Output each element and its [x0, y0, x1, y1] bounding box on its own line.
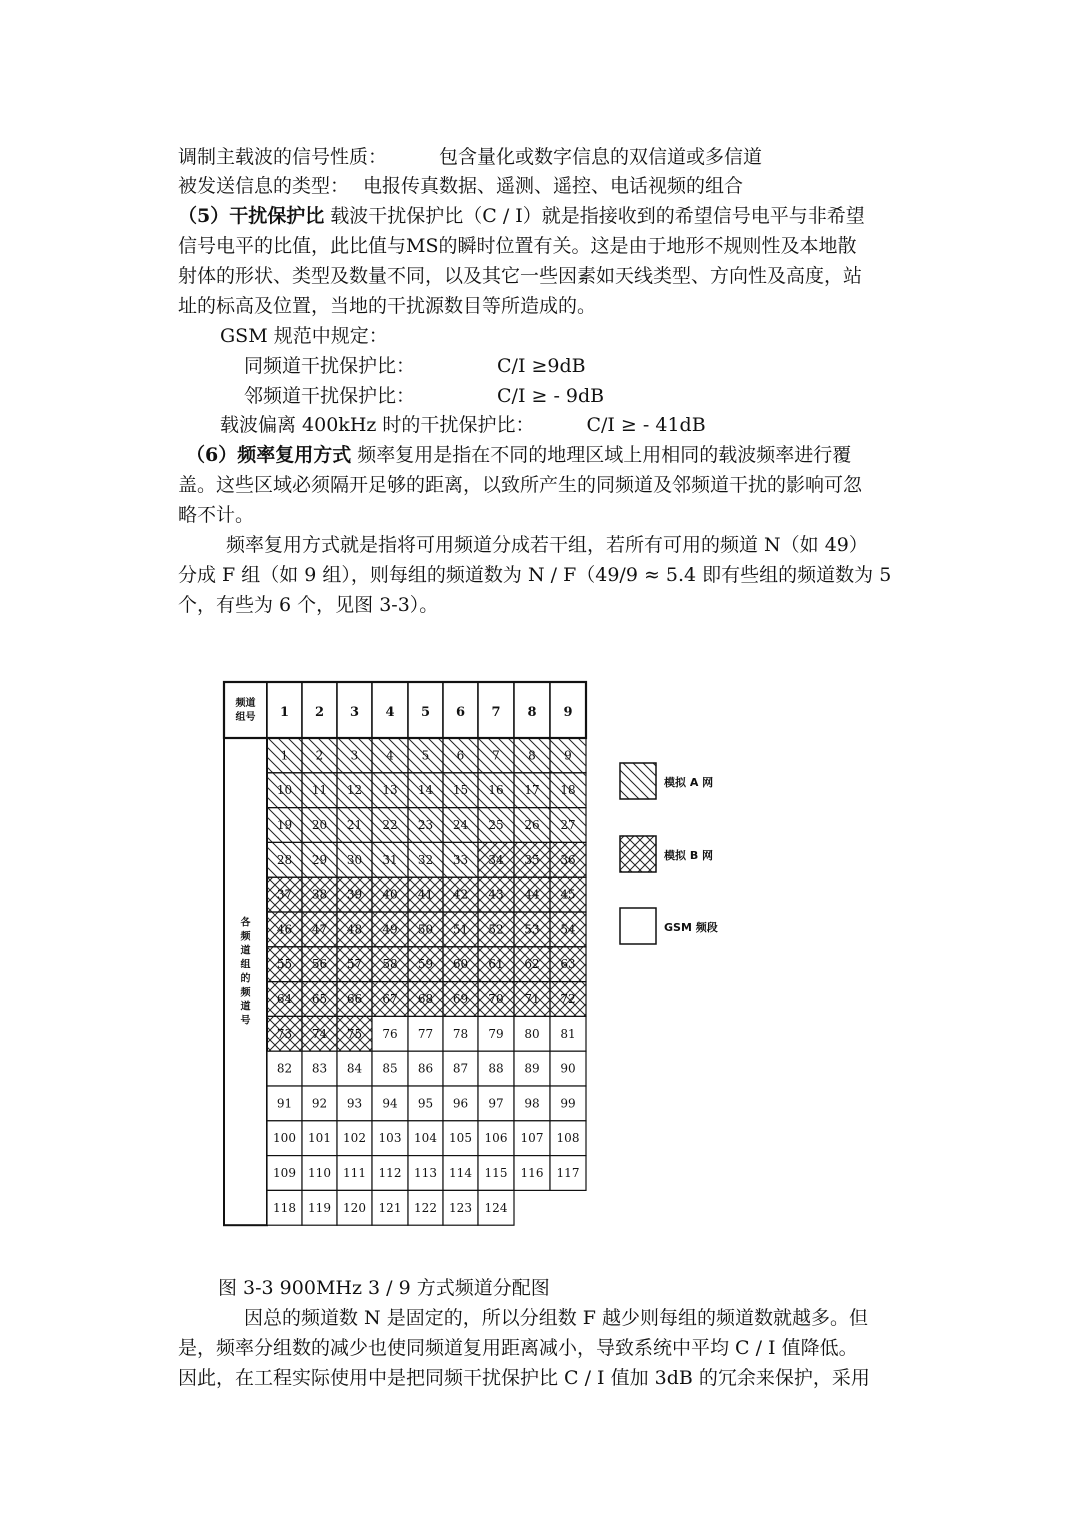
group-number: 4: [385, 705, 395, 720]
channel-number: 55: [276, 957, 293, 972]
channel-number: 103: [378, 1131, 402, 1146]
channel-number: 53: [524, 922, 540, 937]
side-label-char: 频: [240, 931, 251, 943]
channel-number: 29: [311, 852, 328, 867]
channel-number: 50: [417, 922, 434, 937]
legend-swatch: [620, 763, 656, 799]
channel-number: 76: [382, 1026, 398, 1041]
channel-number: 119: [308, 1200, 331, 1215]
section-heading: （5）干扰保护比: [178, 205, 325, 227]
channel-number: 114: [449, 1166, 472, 1180]
channel-number: 105: [449, 1131, 472, 1146]
channel-number: 12: [346, 783, 363, 798]
channel-number: 91: [276, 1096, 293, 1111]
text-line: （5）干扰保护比 载波干扰保护比（C / I）就是指接收到的希望信号电平与非希望: [178, 205, 865, 227]
channel-number: 95: [417, 1096, 434, 1111]
group-number: 9: [563, 705, 573, 720]
channel-number: 84: [346, 1061, 363, 1076]
channel-number: 101: [308, 1131, 331, 1146]
channel-number: 21: [346, 818, 363, 832]
text-line: 因总的频道数 N 是固定的，所以分组数 F 越少则每组的频道数就越多。但: [244, 1307, 868, 1329]
channel-number: 24: [452, 818, 469, 832]
channel-number: 64: [276, 992, 293, 1006]
channel-number: 26: [524, 818, 540, 832]
text-line: 址的标高及位置，当地的干扰源数目等所造成的。: [178, 295, 597, 317]
channel-number: 35: [524, 852, 540, 867]
channel-number: 8: [528, 748, 536, 763]
channel-number: 78: [452, 1026, 469, 1041]
side-label-char: 道: [240, 1001, 251, 1013]
channel-number: 85: [382, 1061, 398, 1076]
channel-number: 69: [452, 992, 469, 1006]
channel-number: 90: [560, 1061, 576, 1076]
channel-number: 1: [280, 748, 289, 763]
channel-number: 106: [484, 1131, 508, 1146]
text-line: 盖。这些区域必须隔开足够的距离，以致所产生的同频道及邻频道干扰的影响可忽: [178, 474, 863, 496]
channel-number: 104: [414, 1131, 437, 1146]
channel-number: 102: [343, 1131, 366, 1146]
text-line: 信号电平的比值，此比值与MS的瞬时位置有关。这是由于地形不规则性及本地散: [178, 235, 857, 257]
channel-number: 71: [524, 992, 540, 1006]
channel-number: 65: [311, 992, 328, 1006]
text-line: 分成 F 组（如 9 组），则每组的频道数为 N / F（49/9 ≈ 5.4 即有些组的频道数为 5: [178, 564, 892, 586]
side-label-char: 频: [240, 987, 251, 999]
channel-number: 49: [382, 922, 398, 937]
channel-number: 33: [452, 852, 469, 867]
channel-number: 31: [382, 852, 398, 867]
channel-number: 48: [346, 922, 363, 937]
channel-number: 28: [276, 852, 293, 867]
channel-number: 47: [311, 922, 328, 937]
section-heading: （6）频率复用方式: [186, 444, 352, 466]
text-line: 频率复用方式就是指将可用频道分成若干组，若所有可用的频道 N（如 49）: [226, 534, 868, 556]
group-number: 2: [314, 705, 325, 720]
channel-number: 52: [488, 922, 504, 937]
channel-number: 30: [346, 852, 363, 867]
channel-number: 61: [488, 957, 504, 972]
channel-number: 39: [346, 887, 363, 902]
channel-number: 87: [452, 1061, 469, 1076]
channel-number: 89: [524, 1061, 540, 1076]
channel-number: 123: [449, 1200, 472, 1215]
channel-number: 10: [276, 783, 293, 798]
channel-number: 23: [417, 818, 434, 832]
channel-number: 4: [386, 748, 394, 763]
text-line: 个，有些为 6 个，见图 3-3）。: [178, 594, 439, 616]
group-number: 7: [491, 705, 501, 720]
channel-number: 44: [524, 887, 540, 902]
channel-number: 36: [560, 852, 576, 867]
channel-number: 57: [346, 957, 363, 972]
channel-number: 70: [488, 992, 504, 1006]
channel-number: 108: [556, 1131, 580, 1146]
channel-number: 79: [488, 1026, 504, 1041]
channel-number: 92: [311, 1096, 328, 1111]
channel-number: 82: [276, 1061, 293, 1076]
channel-number: 111: [343, 1166, 366, 1180]
channel-number: 67: [382, 992, 398, 1006]
group-number: 3: [349, 705, 360, 720]
channel-number: 16: [488, 783, 504, 798]
channel-number: 22: [382, 818, 398, 832]
legend-swatch: [620, 836, 656, 872]
channel-number: 100: [273, 1131, 296, 1146]
figure-caption: 图 3-3 900MHz 3 / 9 方式频道分配图: [218, 1277, 550, 1299]
channel-number: 112: [378, 1166, 402, 1180]
channel-number: 74: [311, 1026, 328, 1041]
side-label-char: 号: [240, 1015, 251, 1027]
header-label-text: 频道: [235, 698, 256, 709]
channel-number: 40: [382, 887, 398, 902]
channel-number: 56: [311, 957, 328, 972]
channel-number: 6: [456, 748, 465, 763]
group-number: 5: [420, 705, 431, 720]
channel-number: 34: [488, 852, 504, 867]
channel-number: 45: [560, 887, 576, 902]
text-line: 射体的形状、类型及数量不同，以及其它一些因素如天线类型、方向性及高度，站: [178, 265, 863, 287]
side-label-char: 道: [240, 945, 251, 957]
channel-number: 11: [311, 783, 328, 798]
channel-number: 63: [560, 957, 576, 972]
channel-number: 96: [452, 1096, 469, 1111]
channel-number: 68: [417, 992, 434, 1006]
channel-number: 9: [564, 748, 572, 763]
channel-number: 59: [417, 957, 434, 972]
channel-number: 110: [308, 1166, 331, 1180]
channel-number: 60: [452, 957, 469, 972]
channel-number: 51: [452, 922, 469, 937]
side-label-char: 的: [240, 973, 251, 985]
group-number: 6: [455, 705, 466, 720]
text-line: GSM 规范中规定：: [220, 325, 388, 347]
channel-number: 43: [488, 887, 504, 902]
channel-number: 122: [414, 1200, 437, 1215]
channel-number: 25: [488, 818, 504, 832]
channel-number: 80: [524, 1026, 540, 1041]
channel-number: 27: [560, 818, 576, 832]
channel-number: 75: [346, 1026, 363, 1041]
channel-number: 37: [276, 887, 293, 902]
channel-number: 54: [560, 922, 576, 937]
channel-number: 107: [520, 1131, 544, 1146]
channel-number: 46: [276, 922, 293, 937]
channel-number: 41: [417, 887, 434, 902]
text-line: 略不计。: [178, 504, 255, 526]
channel-number: 118: [273, 1200, 296, 1215]
legend: [620, 763, 718, 944]
text-line: 载波偏离 400kHz 时的干扰保护比： C/I ≥ - 41dB: [220, 414, 706, 436]
text-line: 同频道干扰保护比： C/I ≥9dB: [244, 355, 586, 377]
channel-number: 94: [382, 1096, 398, 1111]
text-line: 邻频道干扰保护比： C/I ≥ - 9dB: [244, 385, 605, 407]
group-number: 8: [527, 705, 537, 720]
channel-number: 17: [524, 783, 540, 798]
channel-number: 19: [276, 818, 293, 832]
group-number: 1: [279, 705, 290, 720]
channel-number: 7: [492, 748, 500, 763]
channel-number: 113: [414, 1166, 437, 1180]
legend-label: 模拟 A 网: [664, 776, 714, 789]
channel-number: 32: [417, 852, 434, 867]
channel-number: 98: [524, 1096, 540, 1111]
channel-number: 115: [484, 1166, 508, 1180]
text-line: （6）频率复用方式 频率复用是指在不同的地理区域上用相同的载波频率进行覆: [186, 444, 852, 466]
channel-number: 97: [488, 1096, 504, 1111]
text-line: 因此，在工程实际使用中是把同频干扰保护比 C / I 值加 3dB 的冗余来保护，采用: [178, 1367, 870, 1389]
channel-number: 20: [311, 818, 328, 832]
legend-swatch: [620, 908, 656, 944]
side-label-char: 各: [240, 917, 251, 929]
channel-number: 109: [273, 1166, 296, 1180]
channel-number: 83: [311, 1061, 328, 1076]
channel-number: 77: [417, 1026, 434, 1041]
channel-number: 88: [488, 1061, 504, 1076]
channel-number: 124: [484, 1200, 508, 1215]
channel-number: 116: [520, 1166, 544, 1180]
legend-label: 模拟 B 网: [664, 849, 714, 862]
channel-number: 58: [382, 957, 398, 972]
text-line: 是，频率分组数的减少也使同频道复用距离减小，导致系统中平均 C / I 值降低。: [178, 1337, 858, 1359]
channel-number: 120: [343, 1200, 366, 1215]
channel-number: 66: [346, 992, 363, 1006]
channel-number: 73: [276, 1026, 293, 1041]
legend-label: GSM 频段: [664, 921, 718, 934]
channel-number: 5: [421, 748, 430, 763]
channel-number: 42: [452, 887, 469, 902]
channel-number: 62: [524, 957, 540, 972]
channel-number: 72: [560, 992, 576, 1006]
channel-number: 99: [560, 1096, 576, 1111]
channel-number: 2: [315, 748, 324, 763]
channel-number: 81: [560, 1026, 576, 1041]
channel-number: 117: [556, 1166, 580, 1180]
header-label-text: 组号: [235, 712, 256, 723]
header-label-cell: [224, 682, 267, 738]
channel-number: 18: [560, 783, 576, 798]
text-line: 调制主载波的信号性质： 包含量化或数字信息的双信道或多信道: [178, 146, 763, 168]
channel-number: 86: [417, 1061, 434, 1076]
channel-number: 3: [350, 748, 359, 763]
channel-number: 93: [346, 1096, 363, 1111]
channel-number: 121: [378, 1200, 402, 1215]
channel-number: 15: [452, 783, 469, 798]
channel-number: 38: [311, 887, 328, 902]
side-label-char: 组: [240, 959, 251, 971]
channel-number: 14: [417, 783, 434, 798]
text-line: 被发送信息的类型： 电报传真数据、遥测、遥控、电话视频的组合: [178, 175, 744, 197]
channel-number: 13: [382, 783, 398, 798]
